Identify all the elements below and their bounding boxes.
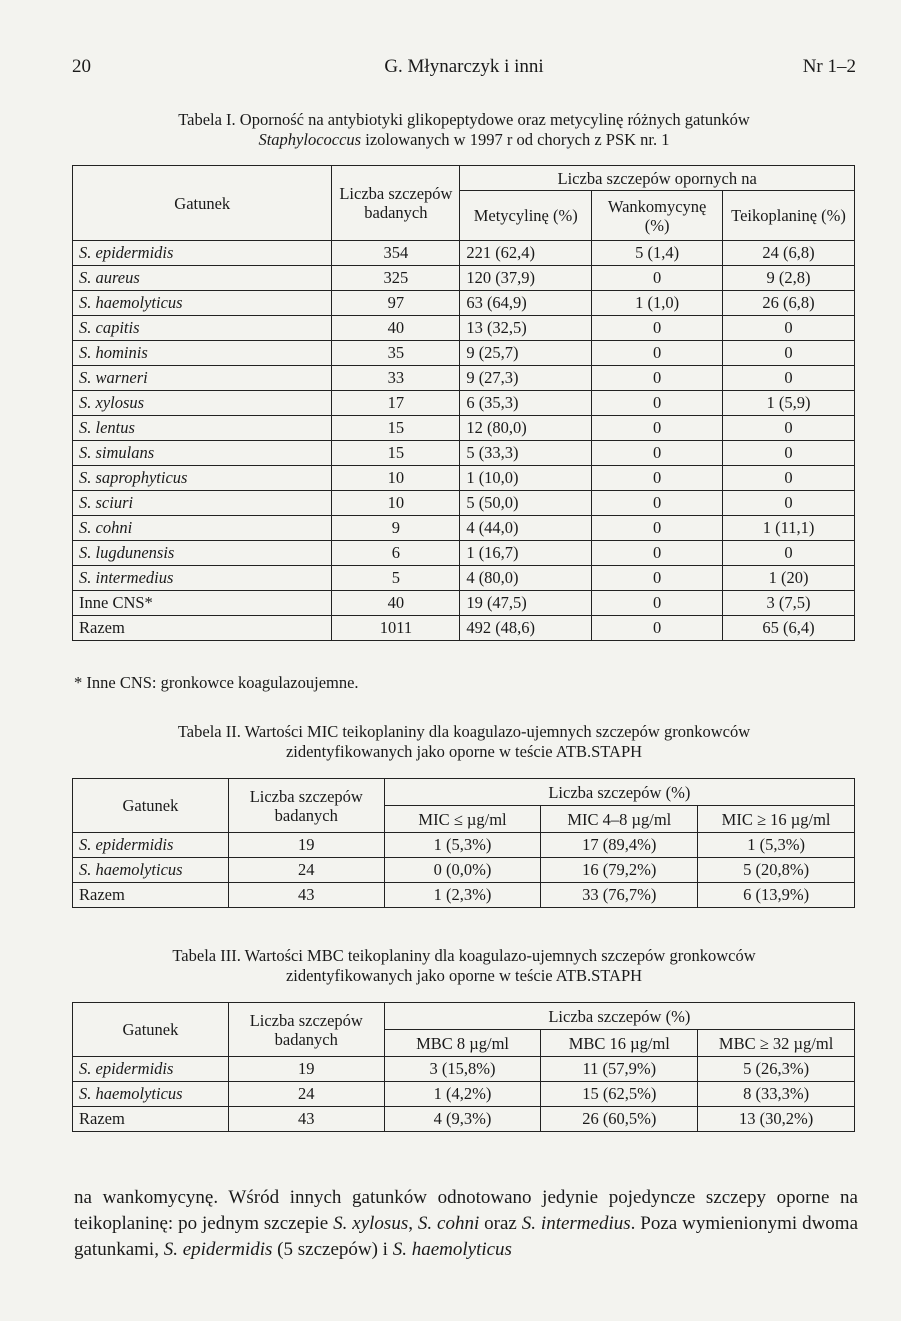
vancomycin-cell: 0 [592, 591, 723, 616]
table-row [73, 416, 855, 441]
table-row [73, 391, 855, 416]
tested-count-cell: 97 [332, 291, 460, 316]
value-cell: 16 (79,2%) [541, 858, 698, 883]
teicoplanin-cell: 0 [723, 341, 855, 366]
species-cell: S. saprophyticus [73, 466, 332, 491]
table2-caption: Tabela II. Wartości MIC teikoplaniny dla koagulazo-ujemnych szczepów gronkowców zidentyfikowanych jako oporne w teście ATB.STAPH [177, 722, 751, 761]
species-cell: S. capitis [73, 316, 332, 341]
table1-header-teicoplanin: Teikoplaninę (%) [723, 191, 855, 241]
table3-header-group: Liczba szczepów (%) [384, 1003, 854, 1030]
species-cell: S. xylosus [73, 391, 332, 416]
vancomycin-cell: 5 (1,4) [592, 241, 723, 266]
value-cell: 4 (9,3%) [384, 1107, 541, 1132]
teicoplanin-cell: 0 [723, 441, 855, 466]
tested-count-cell: 43 [228, 1107, 384, 1132]
methicillin-cell: 12 (80,0) [460, 416, 592, 441]
value-cell: 3 (15,8%) [384, 1057, 541, 1082]
tested-count-cell: 15 [332, 441, 460, 466]
teicoplanin-cell: 0 [723, 416, 855, 441]
value-cell: 1 (5,3%) [384, 833, 541, 858]
species-cell: Razem [73, 616, 332, 641]
vancomycin-cell: 0 [592, 541, 723, 566]
methicillin-cell: 63 (64,9) [460, 291, 592, 316]
table2 [72, 778, 855, 908]
methicillin-cell: 4 (44,0) [460, 516, 592, 541]
teicoplanin-cell: 3 (7,5) [723, 591, 855, 616]
tested-count-cell: 43 [228, 883, 384, 908]
table-row [73, 566, 855, 591]
table-row [73, 266, 855, 291]
species-cell: Razem [73, 1107, 229, 1132]
teicoplanin-cell: 24 (6,8) [723, 241, 855, 266]
table2-header-group: Liczba szczepów (%) [384, 779, 854, 806]
value-cell: 33 (76,7%) [541, 883, 698, 908]
species-cell: S. haemolyticus [73, 858, 229, 883]
species-cell: S. cohni [73, 516, 332, 541]
teicoplanin-cell: 0 [723, 466, 855, 491]
methicillin-cell: 9 (25,7) [460, 341, 592, 366]
vancomycin-cell: 0 [592, 441, 723, 466]
species-cell: S. warneri [73, 366, 332, 391]
species-cell: S. simulans [73, 441, 332, 466]
table-row [73, 516, 855, 541]
teicoplanin-cell: 1 (5,9) [723, 391, 855, 416]
species-cell: S. hominis [73, 341, 332, 366]
table3-header-species: Gatunek [73, 1003, 229, 1057]
tested-count-cell: 6 [332, 541, 460, 566]
tested-count-cell: 19 [228, 833, 384, 858]
methicillin-cell: 5 (33,3) [460, 441, 592, 466]
table3-header-tested: Liczba szczepów badanych [228, 1003, 384, 1057]
table-row [73, 591, 855, 616]
tested-count-cell: 5 [332, 566, 460, 591]
species-cell: S. lentus [73, 416, 332, 441]
tested-count-cell: 17 [332, 391, 460, 416]
tested-count-cell: 35 [332, 341, 460, 366]
value-cell: 5 (20,8%) [698, 858, 855, 883]
table1-header-vancomycin: Wankomycynę (%) [592, 191, 723, 241]
tested-count-cell: 10 [332, 491, 460, 516]
teicoplanin-cell: 1 (20) [723, 566, 855, 591]
teicoplanin-cell: 0 [723, 541, 855, 566]
table-row [73, 858, 855, 883]
tested-count-cell: 354 [332, 241, 460, 266]
value-cell: 11 (57,9%) [541, 1057, 698, 1082]
vancomycin-cell: 0 [592, 416, 723, 441]
value-cell: 0 (0,0%) [384, 858, 541, 883]
species-cell: S. epidermidis [73, 1057, 229, 1082]
table2-header-mic-low: MIC ≤ µg/ml [384, 806, 541, 833]
table2-header-tested: Liczba szczepów badanych [228, 779, 384, 833]
species-cell: S. sciuri [73, 491, 332, 516]
methicillin-cell: 4 (80,0) [460, 566, 592, 591]
table1-footnote: * Inne CNS: gronkowce koagulazoujemne. [74, 673, 359, 692]
species-cell: S. epidermidis [73, 241, 332, 266]
table1-header-methicillin: Metycylinę (%) [460, 191, 592, 241]
teicoplanin-cell: 1 (11,1) [723, 516, 855, 541]
table-row [73, 1057, 855, 1082]
table2-header-species: Gatunek [73, 779, 229, 833]
species-cell: S. aureus [73, 266, 332, 291]
methicillin-cell: 13 (32,5) [460, 316, 592, 341]
tested-count-cell: 33 [332, 366, 460, 391]
tested-count-cell: 325 [332, 266, 460, 291]
table-row [73, 366, 855, 391]
vancomycin-cell: 0 [592, 391, 723, 416]
teicoplanin-cell: 0 [723, 316, 855, 341]
table1-header-group: Liczba szczepów opornych na [460, 166, 855, 191]
tested-count-cell: 9 [332, 516, 460, 541]
table-row [73, 883, 855, 908]
vancomycin-cell: 0 [592, 466, 723, 491]
teicoplanin-cell: 0 [723, 491, 855, 516]
tested-count-cell: 15 [332, 416, 460, 441]
table2-body [73, 833, 855, 908]
methicillin-cell: 6 (35,3) [460, 391, 592, 416]
body-paragraph: na wankomycynę. Wśród innych gatunków odnotowano jedynie pojedyncze szczepy oporne na teikoplaninę: po jednym szczepie S. xylosus, S. cohni oraz S. intermedius. Poza wymienionymi dwoma gatunkami, S. epidermidis (5 szczepów) i S. haemolyticus [74, 1187, 859, 1260]
tested-count-cell: 24 [228, 858, 384, 883]
table1 [72, 165, 855, 641]
table-row [73, 616, 855, 641]
value-cell: 5 (26,3%) [698, 1057, 855, 1082]
species-cell: S. lugdunensis [73, 541, 332, 566]
table3 [72, 1002, 855, 1132]
page-number: 20 [72, 56, 91, 77]
methicillin-cell: 5 (50,0) [460, 491, 592, 516]
table-row [73, 466, 855, 491]
teicoplanin-cell: 65 (6,4) [723, 616, 855, 641]
tested-count-cell: 19 [228, 1057, 384, 1082]
table-row [73, 341, 855, 366]
table3-body [73, 1057, 855, 1132]
table1-body [73, 241, 855, 641]
vancomycin-cell: 0 [592, 616, 723, 641]
methicillin-cell: 19 (47,5) [460, 591, 592, 616]
vancomycin-cell: 0 [592, 341, 723, 366]
tested-count-cell: 24 [228, 1082, 384, 1107]
vancomycin-cell: 0 [592, 266, 723, 291]
vancomycin-cell: 0 [592, 366, 723, 391]
species-cell: S. haemolyticus [73, 1082, 229, 1107]
value-cell: 1 (5,3%) [698, 833, 855, 858]
value-cell: 1 (2,3%) [384, 883, 541, 908]
value-cell: 13 (30,2%) [698, 1107, 855, 1132]
tested-count-cell: 40 [332, 316, 460, 341]
species-cell: S. epidermidis [73, 833, 229, 858]
vancomycin-cell: 1 (1,0) [592, 291, 723, 316]
table-row [73, 441, 855, 466]
issue-number: Nr 1–2 [802, 56, 856, 77]
teicoplanin-cell: 9 (2,8) [723, 266, 855, 291]
value-cell: 6 (13,9%) [698, 883, 855, 908]
species-cell: Razem [73, 883, 229, 908]
table-row [73, 833, 855, 858]
table1-header-tested: Liczba szczepów badanych [332, 166, 460, 241]
table3-header-mbc-low: MBC 8 µg/ml [384, 1030, 541, 1057]
value-cell: 26 (60,5%) [541, 1107, 698, 1132]
table-row [73, 291, 855, 316]
tested-count-cell: 10 [332, 466, 460, 491]
value-cell: 15 (62,5%) [541, 1082, 698, 1107]
table3-caption: Tabela III. Wartości MBC teikoplaniny dla koagulazo-ujemnych szczepów gronkowców zidentyfikowanych jako oporne w teście ATB.STAPH [172, 946, 756, 985]
table-row [73, 1082, 855, 1107]
running-header [72, 56, 856, 86]
vancomycin-cell: 0 [592, 316, 723, 341]
table1-header-species: Gatunek [73, 166, 332, 241]
species-cell: S. haemolyticus [73, 291, 332, 316]
species-cell: S. intermedius [73, 566, 332, 591]
table3-header-mbc-mid: MBC 16 µg/ml [541, 1030, 698, 1057]
value-cell: 8 (33,3%) [698, 1082, 855, 1107]
methicillin-cell: 1 (16,7) [460, 541, 592, 566]
teicoplanin-cell: 0 [723, 366, 855, 391]
teicoplanin-cell: 26 (6,8) [723, 291, 855, 316]
methicillin-cell: 221 (62,4) [460, 241, 592, 266]
methicillin-cell: 9 (27,3) [460, 366, 592, 391]
methicillin-cell: 120 (37,9) [460, 266, 592, 291]
value-cell: 17 (89,4%) [541, 833, 698, 858]
table2-header-mic-high: MIC ≥ 16 µg/ml [698, 806, 855, 833]
table-row [73, 541, 855, 566]
table-row [73, 491, 855, 516]
table3-header-mbc-high: MBC ≥ 32 µg/ml [698, 1030, 855, 1057]
vancomycin-cell: 0 [592, 491, 723, 516]
table-row [73, 316, 855, 341]
table-row [73, 1107, 855, 1132]
methicillin-cell: 492 (48,6) [460, 616, 592, 641]
tested-count-cell: 1011 [332, 616, 460, 641]
tested-count-cell: 40 [332, 591, 460, 616]
vancomycin-cell: 0 [592, 566, 723, 591]
table2-header-mic-mid: MIC 4–8 µg/ml [541, 806, 698, 833]
species-cell: Inne CNS* [73, 591, 332, 616]
value-cell: 1 (4,2%) [384, 1082, 541, 1107]
running-authors: G. Młynarczyk i inni [384, 56, 544, 77]
vancomycin-cell: 0 [592, 516, 723, 541]
table1-caption: Tabela I. Oporność na antybiotyki glikopeptydowe oraz metycylinę różnych gatunków Staphylococcus izolowanych w 1997 r od chorych z PSK nr. 1 [178, 110, 750, 149]
methicillin-cell: 1 (10,0) [460, 466, 592, 491]
table-row [73, 241, 855, 266]
